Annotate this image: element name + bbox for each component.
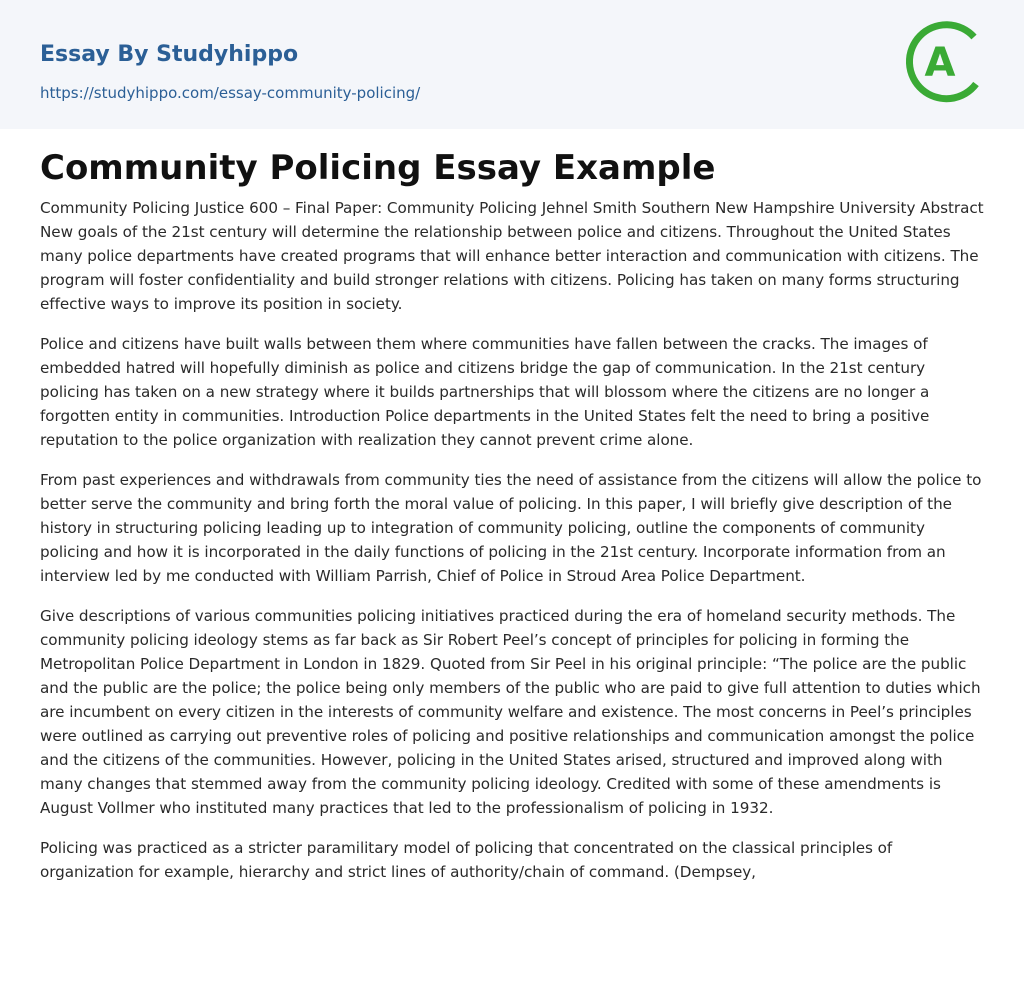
paragraph: Policing was practiced as a stricter paramilitary model of policing that concentrated on the classical principles of organization for example, hierarchy and strict lines of authority/chain of command. (Dempsey, bbox=[40, 839, 893, 881]
studyhippo-logo-icon[interactable] bbox=[898, 18, 988, 108]
brand-title[interactable]: Essay By Studyhippo bbox=[40, 42, 299, 67]
paragraph: Police and citizens have built walls between them where communities have fallen between the cracks. The images of embedded hatred will hopefully diminish as police and citizens bridge the gap of communication. In the 21st century policing has taken on a new strategy where it builds partnerships that will blossom where the citizens are no longer a forgotten entity in communities. Introduction Police departments in the United States felt the need to bring a positive reputation to the police organization with realization they cannot prevent crime alone. bbox=[40, 335, 930, 449]
source-url-link[interactable]: https://studyhippo.com/essay-community-policing/ bbox=[40, 84, 421, 102]
page-title: Community Policing Essay Example bbox=[40, 148, 716, 188]
paragraph: Give descriptions of various communities policing initiatives practiced during the era of homeland security methods. The community policing ideology stems as far back as Sir Robert Peel’s concept of principles for policing in forming the Metropolitan Police Department in London in 1829. Quoted from Sir Peel in his original principle: “The police are the public and the public are the police; the police being only members of the public who are paid to give full attention to duties which are incumbent on every citizen in the interests of community welfare and existence. The most concerns in Peel’s principles were outlined as carrying out preventive roles of policing and positive relationships and communication amongst the police and the citizens of the communities. However, policing in the United States arised, structured and improved along with many changes that stemmed away from the community policing ideology. Credited with some of these amendments is August Vollmer who instituted many practices that led to the professionalism of policing in 1932. bbox=[40, 607, 981, 817]
paragraph: Community Policing Justice 600 – Final Paper: Community Policing Jehnel Smith Southern New Hampshire University Abstract New goals of the 21st century will determine the relationship between police and citizens. Throughout the United States many police departments have created programs that will enhance better interaction and communication with citizens. The program will foster confidentiality and build stronger relations with citizens. Policing has taken on many forms structuring effective ways to improve its position in society. bbox=[40, 199, 984, 313]
article bbox=[40, 146, 984, 884]
paragraph: From past experiences and withdrawals from community ties the need of assistance from the citizens will allow the police to better serve the community and bring forth the moral value of policing. In this paper, I will briefly give description of the history in structuring policing leading up to integration of community policing, outline the components of community policing and how it is incorporated in the daily functions of policing in the 21st century. Incorporate information from an interview led by me conducted with William Parrish, Chief of Police in Stroud Area Police Department. bbox=[40, 471, 982, 585]
logo-letter: A bbox=[924, 40, 956, 86]
site-header bbox=[0, 0, 1024, 129]
